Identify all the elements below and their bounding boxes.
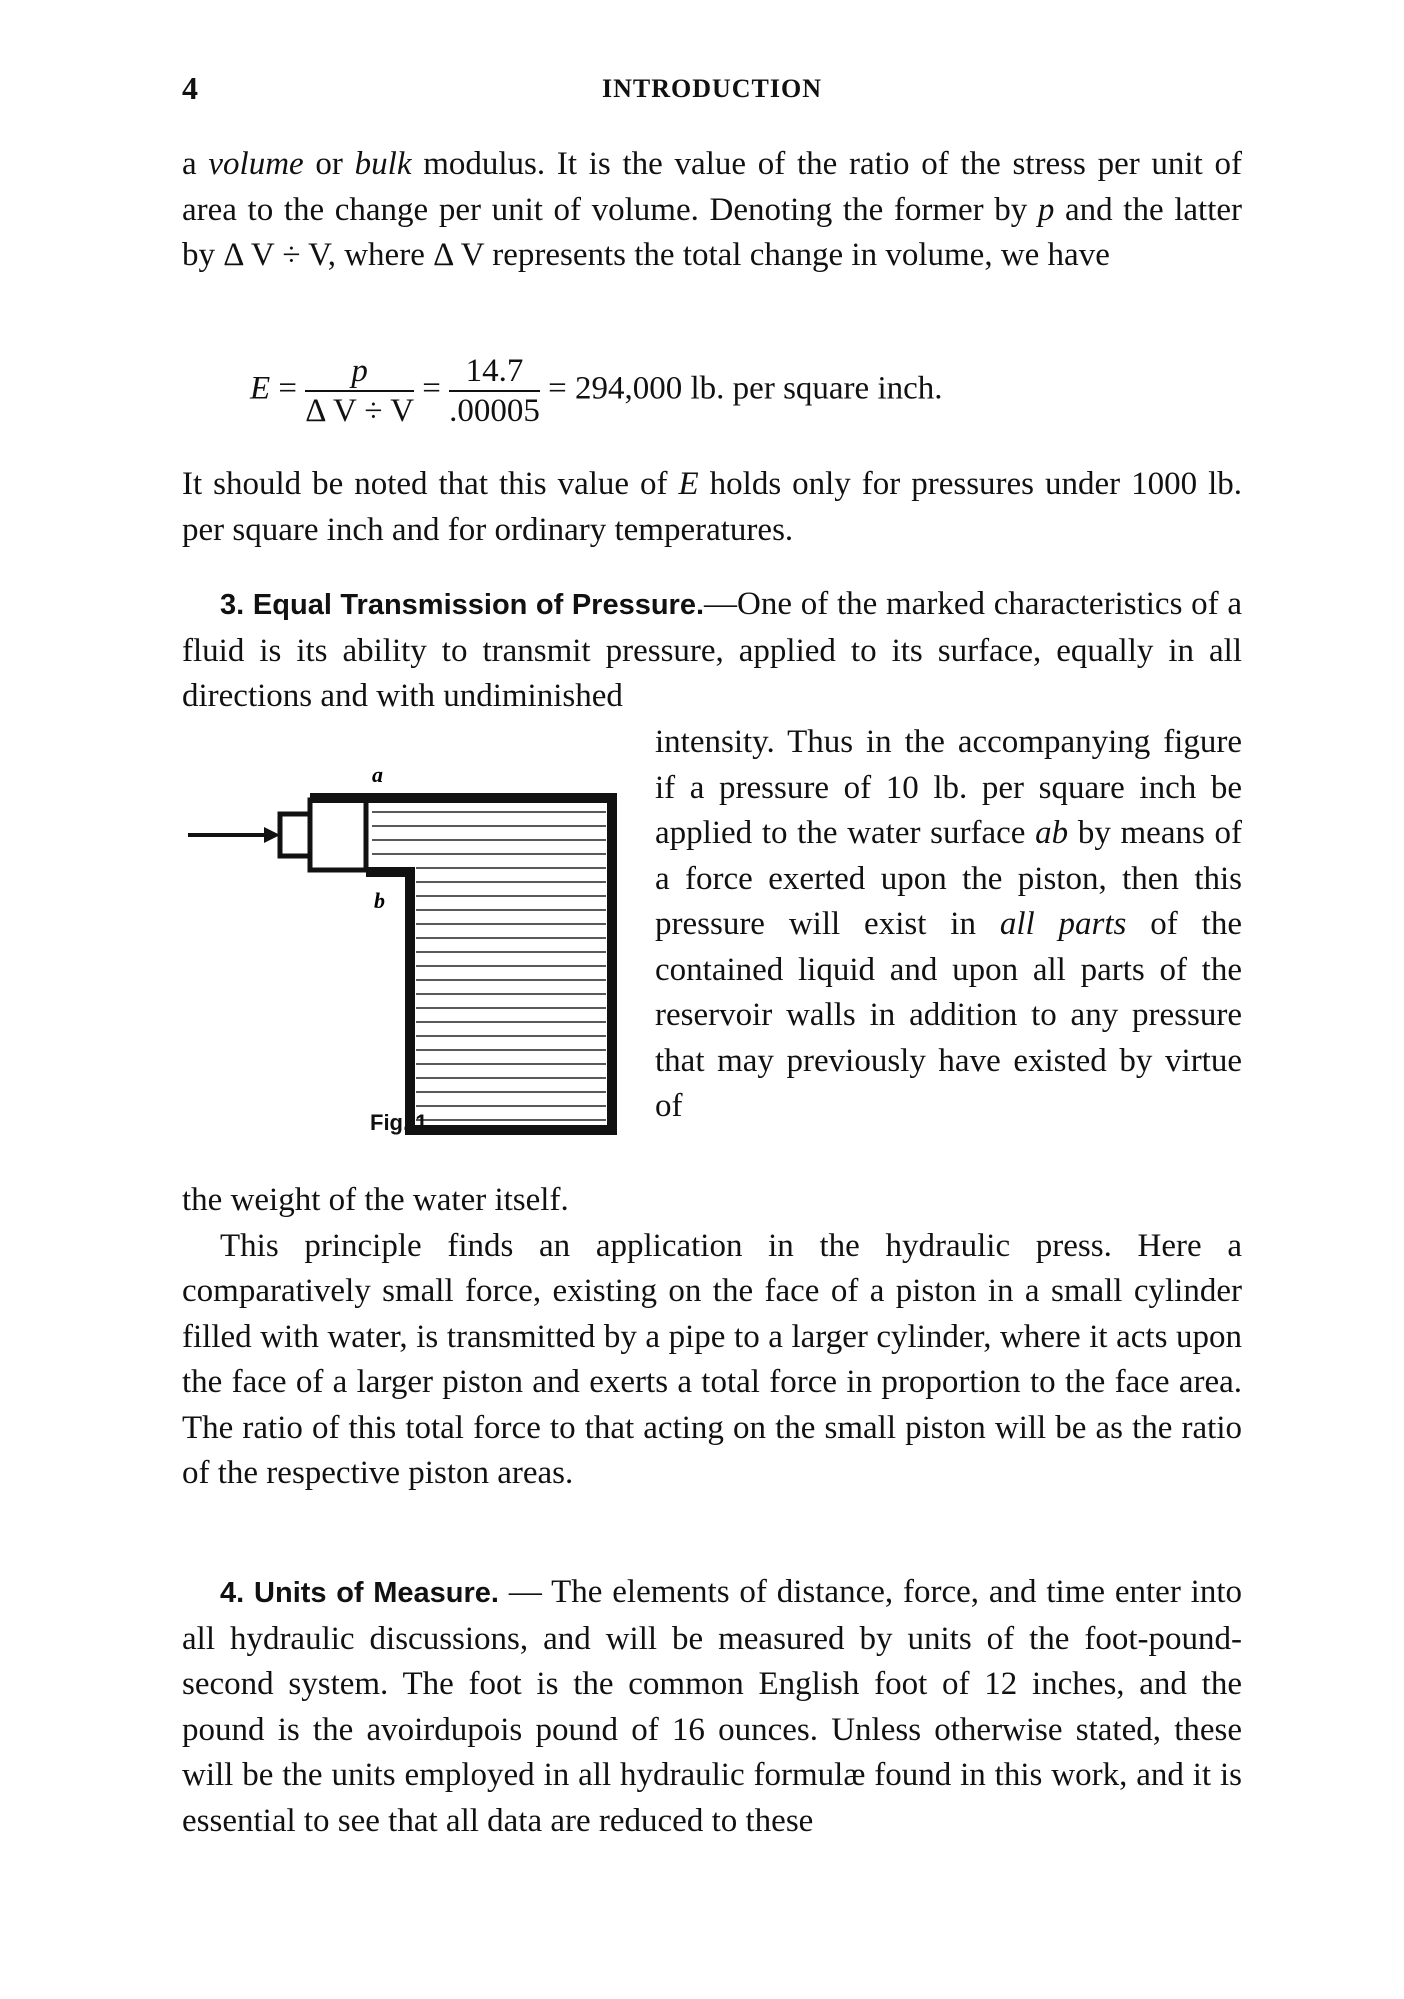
formula-fraction-2 bbox=[449, 352, 540, 430]
text-run: of the contained liquid and upon all parts of the reservoir walls in addition to any pressure that may previously have existed by virtue of bbox=[655, 906, 1242, 1124]
running-head: INTRODUCTION bbox=[601, 74, 823, 103]
section-3-lead-text: —One of the marked characteristics of a fluid is its ability to transmit pressure, applied to its surface, equally in all directions and with undiminished bbox=[182, 586, 1243, 714]
section-4-number: 4. bbox=[220, 1577, 245, 1609]
formula-equals: = bbox=[422, 370, 441, 407]
fraction-2-denominator: .00005 bbox=[449, 393, 540, 429]
section-3-continuation bbox=[182, 1178, 1242, 1497]
section-4-body: — The elements of distance, force, and time enter into all hydraulic discussions, and will be measured by units of the foot-pound-second system. The foot is the common English foot of 12 inches, and the pound is the avoirdupois pound of 16 ounces. Unless otherwise stated, these will be the units employed in all hydraulic formulæ found in this work, and it is essential to see that all data are reduced to these bbox=[182, 1574, 1243, 1839]
section-4 bbox=[182, 1570, 1242, 1844]
section-3-wrap-text bbox=[655, 720, 1242, 1130]
text-run: or bbox=[303, 146, 355, 182]
paragraph-bulk-modulus bbox=[182, 142, 1242, 279]
label-a: a bbox=[372, 762, 383, 787]
text-run: holds only for pressures under 1000 lb. per square inch and for ordinary temperatures. bbox=[182, 466, 1242, 548]
page-number: 4 bbox=[182, 70, 198, 106]
section-4-heading: Units of Measure. bbox=[254, 1577, 499, 1609]
formula-lhs: E bbox=[250, 370, 271, 407]
figure-caption: Fig. 1. bbox=[370, 1110, 434, 1135]
section-3-heading: Equal Transmission of Pressure. bbox=[252, 589, 705, 621]
emphasis-ab: ab bbox=[1035, 815, 1069, 851]
symbol-e: E bbox=[678, 466, 699, 502]
section-3-number: 3. bbox=[220, 589, 245, 621]
text-run: modulus. It is the value of the ratio of the stress per unit of area to the change per unit of volume. Denoting the former by bbox=[182, 146, 1242, 228]
text-run: and the latter by Δ V ÷ V, where Δ V represents the total change in volume, we have bbox=[182, 191, 1242, 273]
text-run: It should be noted that this value of bbox=[182, 466, 679, 502]
fraction-1-numerator: p bbox=[305, 352, 414, 392]
fraction-2-numerator: 14.7 bbox=[449, 352, 540, 392]
symbol-p: p bbox=[1037, 191, 1055, 228]
formula-fraction-1 bbox=[305, 352, 414, 430]
section-3-paragraph-2: This principle finds an application in the hydraulic press. Here a comparatively small force, existing on the face of a piston in a small cylinder filled with water, is transmitted by a pipe to a larger cylinder, where it acts upon the face of a larger piston and exerts a total force in proportion to the face area. The ratio of this total force to that acting on the small piston will be as the ratio of the respective piston areas. bbox=[182, 1227, 1242, 1491]
formula-equals: = bbox=[278, 370, 298, 407]
text-run: by means of a force exerted upon the piston, then this pressure will exist in bbox=[655, 815, 1242, 942]
fraction-1-denominator: Δ V ÷ V bbox=[305, 393, 415, 429]
figure-1-reservoir-diagram bbox=[182, 740, 642, 1140]
page-header bbox=[182, 70, 1242, 114]
emphasis-bulk: bulk bbox=[354, 146, 412, 182]
piston-head bbox=[310, 800, 366, 870]
label-b: b bbox=[374, 888, 385, 913]
text-run: intensity. Thus in the accompanying figure if a pressure of 10 lb. per square inch be applied to the water surface bbox=[655, 724, 1242, 851]
text-run: a bbox=[182, 146, 209, 182]
section-3-tail: the weight of the water itself. bbox=[182, 1182, 569, 1218]
emphasis-volume: volume bbox=[208, 146, 304, 182]
modulus-formula bbox=[250, 352, 1210, 438]
emphasis-all-parts: all parts bbox=[999, 906, 1127, 942]
formula-result: = 294,000 lb. per square inch. bbox=[548, 370, 943, 407]
paragraph-note bbox=[182, 462, 1242, 553]
piston-rod bbox=[280, 814, 310, 856]
section-3-lead bbox=[182, 582, 1242, 720]
